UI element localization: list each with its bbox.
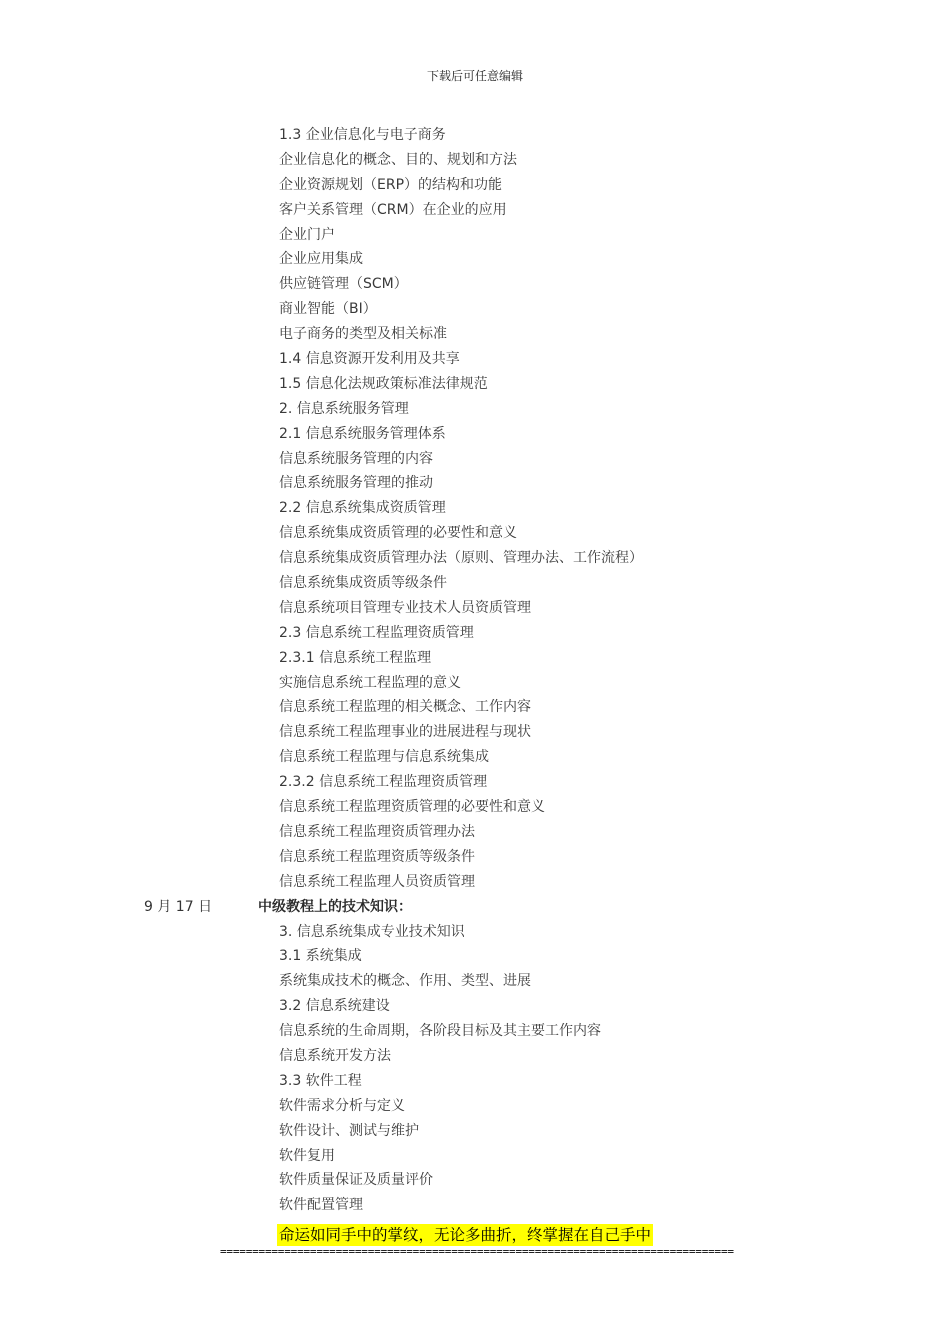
outline-item-text: 软件设计、测试与维护 [279,1122,419,1139]
outline-item-text: 企业资源规划（ERP）的结构和功能 [279,176,503,193]
outline-item-text: 软件质量保证及质量评价 [279,1172,433,1189]
outline-item [0,297,950,322]
outline-item [0,1144,950,1169]
outline-item-text: 供应链管理（SCM） [279,276,408,293]
outline-item [0,671,950,696]
outline-item [0,397,950,422]
outline-item [0,720,950,745]
outline-item [0,795,950,820]
outline-item [0,596,950,621]
outline-item [0,695,950,720]
outline-item [0,820,950,845]
outline-item [0,994,950,1019]
outline-item [0,969,950,994]
outline-item-text: 信息系统服务管理的推动 [279,475,433,492]
motto-highlight: 命运如同手中的掌纹，无论多曲折，终掌握在自己手中 [279,1226,652,1244]
outline-item [0,322,950,347]
outline-item [0,920,950,945]
outline-item-text: 3.2 信息系统建设 [279,998,390,1015]
outline-item [0,546,950,571]
outline-item-text: 2.3.2 信息系统工程监理资质管理 [279,774,488,791]
outline-item-text: 信息系统工程监理资质等级条件 [279,848,475,865]
outline-item-text: 1.5 信息化法规政策标准法律规范 [279,375,488,392]
outline-item [0,148,950,173]
separator-line: ================================================================================ [220,1245,734,1258]
section-heading-row [0,895,950,920]
outline-item [0,621,950,646]
outline-item-text: 信息系统的生命周期，各阶段目标及其主要工作内容 [279,1023,601,1040]
section-heading-text: 中级教程上的技术知识： [258,898,412,915]
outline-item-text: 信息系统集成资质管理办法（原则、管理办法、工作流程） [279,550,643,567]
outline-item [0,521,950,546]
outline-item [0,1168,950,1193]
outline-item [0,347,950,372]
outline-item-text: 信息系统工程监理人员资质管理 [279,873,475,890]
outline-item-text: 信息系统服务管理的内容 [279,450,433,467]
outline-item [0,422,950,447]
outline-item [0,646,950,671]
outline-item-text: 2.3 信息系统工程监理资质管理 [279,624,474,641]
outline-item-text: 3.1 系统集成 [279,948,362,965]
page-header: 下载后可任意编辑 [426,69,523,83]
outline-item-text: 系统集成技术的概念、作用、类型、进展 [279,973,531,990]
outline-item [0,944,950,969]
outline-item-text: 信息系统工程监理资质管理的必要性和意义 [279,799,545,816]
outline-item-text: 客户关系管理（CRM）在企业的应用 [279,201,507,218]
outline-item [0,447,950,472]
outline-item-text: 电子商务的类型及相关标准 [279,326,447,343]
outline-item-text: 信息系统工程监理的相关概念、工作内容 [279,699,531,716]
outline-item-text: 信息系统开发方法 [279,1047,391,1064]
outline-item-text: 企业门户 [279,226,335,243]
outline-item [0,272,950,297]
outline-item [0,372,950,397]
outline-item-text: 软件配置管理 [279,1197,363,1214]
outline-item [0,496,950,521]
outline-item-text: 信息系统工程监理事业的进展进程与现状 [279,724,531,741]
outline-item-text: 信息系统项目管理专业技术人员资质管理 [279,599,531,616]
outline-item [0,1069,950,1094]
outline-item [0,1019,950,1044]
outline-item-text: 信息系统集成资质等级条件 [279,575,447,592]
outline-item [0,173,950,198]
outline-item-text: 信息系统集成资质管理的必要性和意义 [279,525,517,542]
outline-item [0,1119,950,1144]
outline-item [0,770,950,795]
outline-item [0,845,950,870]
outline-item-text: 1.3 企业信息化与电子商务 [279,127,446,143]
outline-item-text: 2.2 信息系统集成资质管理 [279,500,446,517]
outline-item-text: 实施信息系统工程监理的意义 [279,674,461,691]
outline-item [0,745,950,770]
outline-item-text: 2.3.1 信息系统工程监理 [279,649,432,666]
outline-item-text: 商业智能（BI） [279,301,377,318]
outline-item [0,123,950,148]
outline-item-text: 3.3 软件工程 [279,1072,362,1089]
outline-item-text: 2. 信息系统服务管理 [279,400,409,417]
outline-item [0,1044,950,1069]
outline-item-text: 软件需求分析与定义 [279,1097,405,1114]
outline-item-text: 2.1 信息系统服务管理体系 [279,425,446,442]
outline-item-text: 3. 信息系统集成专业技术知识 [279,923,465,940]
outline-item [0,870,950,895]
outline-item [0,471,950,496]
date-label: 9 月 17 日 [144,898,213,915]
outline-item [0,247,950,272]
outline-item [0,1094,950,1119]
outline-item-text: 企业应用集成 [279,251,363,268]
outline-item [0,198,950,223]
outline-item-text: 信息系统工程监理资质管理办法 [279,823,475,840]
outline-item-text: 信息系统工程监理与信息系统集成 [279,749,489,766]
outline-item-text: 1.4 信息资源开发利用及共享 [279,351,460,368]
outline-item-text: 软件复用 [279,1147,335,1164]
outline-item [0,1193,950,1218]
outline-item [0,223,950,248]
outline-item [0,571,950,596]
outline-item-text: 企业信息化的概念、目的、规划和方法 [279,151,517,168]
outline-list [0,123,950,1218]
